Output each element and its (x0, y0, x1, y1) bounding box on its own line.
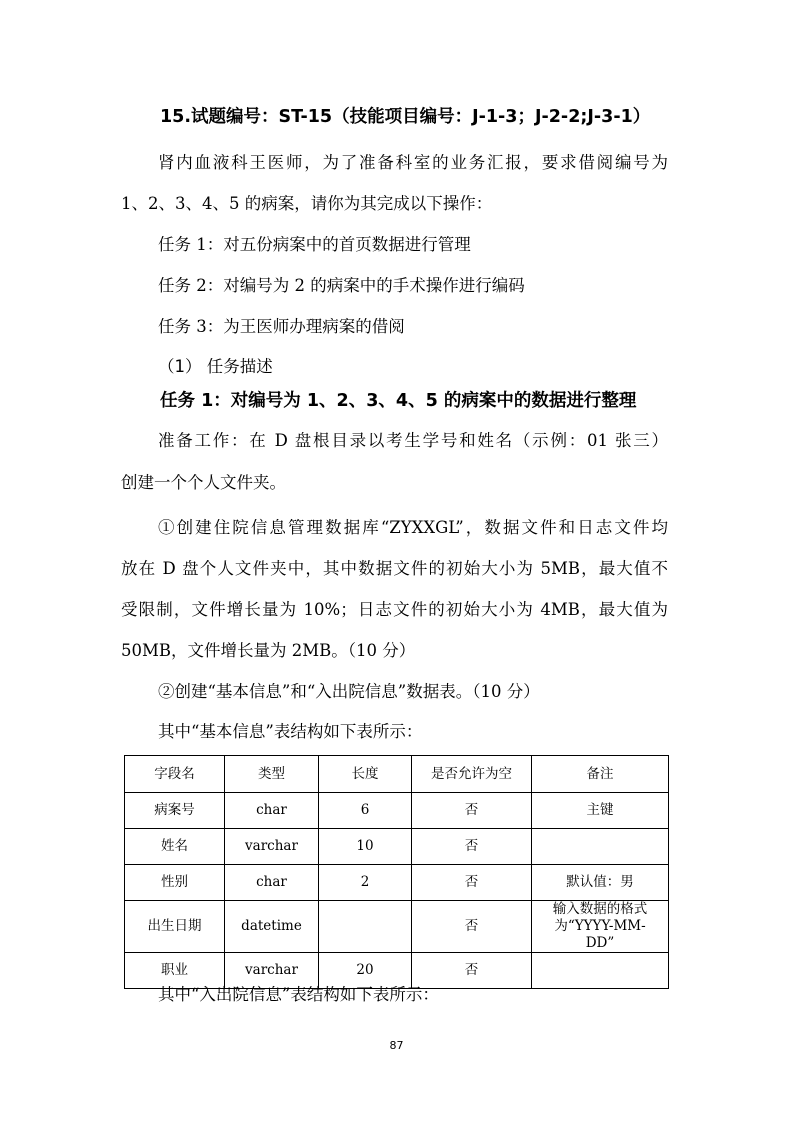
page-number: 87 (389, 1039, 404, 1052)
table-cell: 职业 (125, 953, 225, 989)
table-row (125, 793, 669, 829)
task1-title: 任务 1：对编号为 1、2、3、4、5 的病案中的数据进行整理 (160, 391, 637, 411)
table-header-cell: 类型 (225, 756, 319, 793)
step1-line-4: 50MB，文件增长量为 2MB。（10 分） (121, 641, 416, 660)
section-heading: （1） 任务描述 (158, 357, 273, 376)
table-header-cell: 字段名 (125, 756, 225, 793)
table-cell (532, 953, 669, 989)
table-cell: 否 (412, 901, 532, 953)
table-cell: 否 (412, 829, 532, 865)
table-cell: varchar (225, 829, 319, 865)
table-row (125, 865, 669, 901)
task-item-2: 任务 2：对编号为 2 的病案中的手术操作进行编码 (158, 276, 525, 295)
task-item-1: 任务 1：对五份病案中的首页数据进行管理 (158, 235, 471, 254)
table-cell: 20 (319, 953, 412, 989)
table-cell: 病案号 (125, 793, 225, 829)
basic-info-table (124, 755, 669, 989)
table1-caption: 其中“基本信息”表结构如下表所示： (158, 722, 423, 741)
table-cell (532, 829, 669, 865)
table-header-cell: 备注 (532, 756, 669, 793)
table-cell: 默认值：男 (532, 865, 669, 901)
table-cell: 否 (412, 865, 532, 901)
table-cell: 10 (319, 829, 412, 865)
table-row (125, 901, 669, 953)
table-cell: char (225, 793, 319, 829)
table-header-cell: 是否允许为空 (412, 756, 532, 793)
intro-line-2: 1、2、3、4、5 的病案，请你为其完成以下操作： (121, 194, 493, 213)
table-row (125, 829, 669, 865)
table-cell: 6 (319, 793, 412, 829)
step1-line-1: ①创建住院信息管理数据库“ZYXXGL”，数据文件和日志文件均 (158, 518, 668, 537)
table-cell: 否 (412, 953, 532, 989)
table-cell: varchar (225, 953, 319, 989)
table-cell: 主键 (532, 793, 669, 829)
task-item-3: 任务 3：为王医师办理病案的借阅 (158, 317, 405, 336)
table-cell: datetime (225, 901, 319, 953)
table-cell (319, 901, 412, 953)
step1-line-3: 受限制，文件增长量为 10%；日志文件的初始大小为 4MB，最大值为 (121, 600, 668, 619)
table-header-row (125, 756, 669, 793)
table-header-cell: 长度 (319, 756, 412, 793)
table-cell: 输入数据的格式为“YYYY-MM-DD” (532, 901, 669, 953)
question-heading: 15.试题编号：ST-15（技能项目编号：J-1-3；J-2-2;J-3-1） (160, 107, 651, 127)
table-cell: 出生日期 (125, 901, 225, 953)
table-cell: 2 (319, 865, 412, 901)
table2-caption: 其中“入出院信息”表结构如下表所示： (158, 985, 439, 1004)
table-cell: char (225, 865, 319, 901)
table-cell: 性别 (125, 865, 225, 901)
prep-line-2: 创建一个个人文件夹。 (121, 473, 286, 492)
table-cell: 否 (412, 793, 532, 829)
intro-line-1: 肾内血液科王医师，为了准备科室的业务汇报，要求借阅编号为 (158, 153, 668, 172)
table-cell: 姓名 (125, 829, 225, 865)
step2-line: ②创建“基本信息”和“入出院信息”数据表。（10 分） (158, 682, 540, 701)
prep-line-1: 准备工作：在 D 盘根目录以考生学号和姓名（示例：01 张三） (158, 431, 668, 450)
step1-line-2: 放在 D 盘个人文件夹中，其中数据文件的初始大小为 5MB，最大值不 (121, 559, 668, 578)
